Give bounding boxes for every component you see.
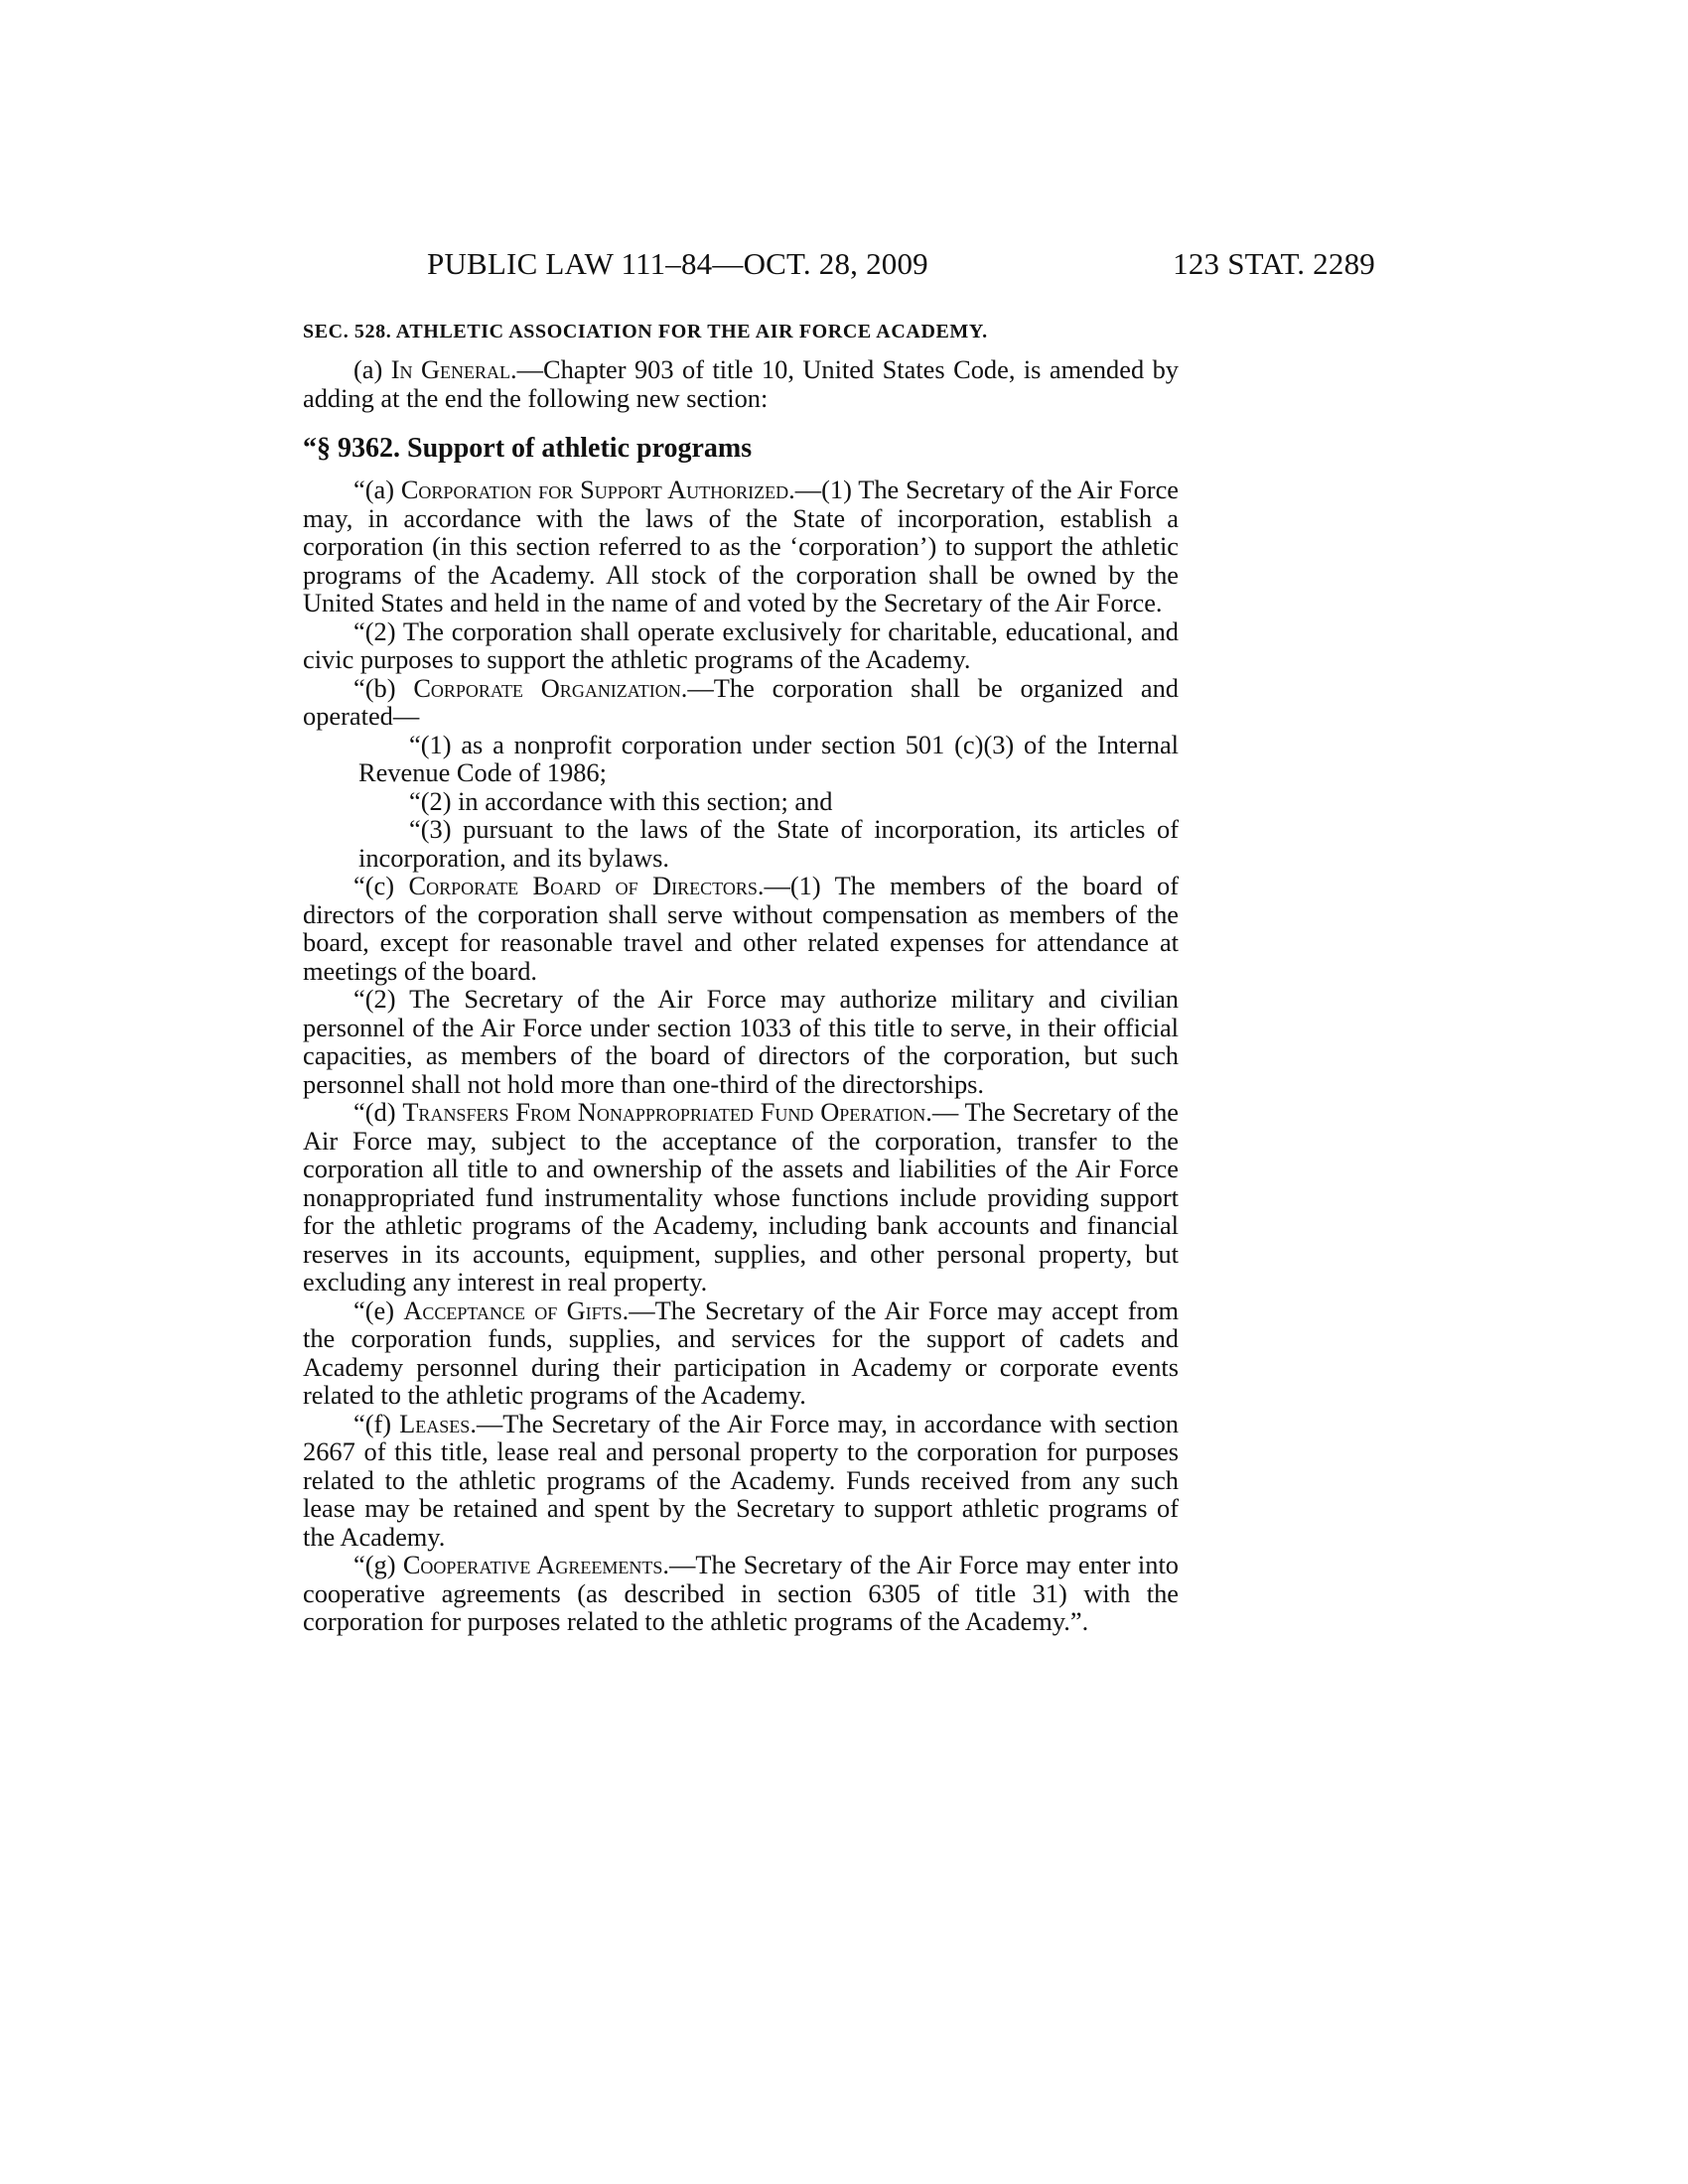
subsection-text: .— The Secretary of the Air Force may, subject to the acceptance of the corporation, transfer to the corporation all title to and ownership of the assets and liabilities of the Air Force nonappropriated fund instrumentality whose functions include providing support for the athletic programs of the Academy, including bank accounts and financial reserves in its accounts, equipment, supplies, and other personal property, but excluding any interest in real property.: [303, 1097, 1179, 1297]
subsection-text: .—(1) The Secretary of the Air Force may, in accordance with the laws of the State of incorporation, establish a corporation (in this section referred to as the ‘corporation’) to support the athletic programs of the Academy. All stock of the corporation shall be owned by the United States and held in the name of and voted by the Secretary of the Air Force.: [303, 475, 1179, 617]
subsection-caption: Acceptance of Gifts: [403, 1295, 623, 1325]
subsection-label: “(b): [353, 672, 414, 703]
document-body: [303, 318, 1179, 1636]
subsection-label: “(d): [353, 1097, 403, 1127]
subsection-caption: Corporate Organization: [413, 672, 681, 703]
subsection-caption: Corporation for Support Authorized: [400, 475, 789, 504]
subsection-caption: Cooperative Agreements: [402, 1550, 663, 1579]
subsection-text: .—Chapter 903 of title 10, United States Code, is amended by adding at the end the following new section:: [303, 354, 1179, 413]
subsection-label: “(g): [353, 1550, 403, 1579]
subsection-label: “(a): [353, 475, 401, 504]
paragraph-e: [303, 1297, 1179, 1410]
subsection-text: .—(1) The members of the board of directors of the corporation shall serve without compensation as members of the board, except for reasonable travel and other related expenses for attendance at meetings of the board.: [303, 871, 1179, 986]
running-header: [303, 246, 1375, 290]
subsection-caption: Leases: [399, 1408, 471, 1438]
subsection-caption: Corporate Board of Directors: [408, 871, 758, 900]
paragraph-f: [303, 1410, 1179, 1552]
paragraph-b: [303, 674, 1179, 731]
subsection-text: .—The corporation shall be organized and operated—: [303, 672, 1179, 731]
paragraph-g: [303, 1551, 1179, 1636]
subsection-label: “(e): [353, 1295, 404, 1325]
paragraph-a-1: [303, 476, 1179, 617]
paragraph-c-1: [303, 872, 1179, 985]
running-title: PUBLIC LAW 111–84—OCT. 28, 2009: [427, 246, 928, 281]
subsection-text: .—The Secretary of the Air Force may, in accordance with section 2667 of this title, lease real and personal property to the corporation for purposes related to the athletic programs of the Academy. Funds received from any such lease may be retained and spent by the Secretary to support athletic programs of the Academy.: [303, 1408, 1179, 1552]
paragraph-a-2: “(2) The corporation shall operate exclusively for charitable, educational, and civic purposes to support the athletic programs of the Academy.: [303, 615, 1179, 674]
paragraph-b-3: “(3) pursuant to the laws of the State of incorporation, its articles of incorporation, and its bylaws.: [358, 814, 1179, 873]
statute-page-number: 123 STAT. 2289: [1173, 246, 1375, 281]
subsection-label: (a): [353, 354, 391, 384]
subsection-label: “(f): [353, 1408, 400, 1438]
subsection-label: “(c): [353, 871, 409, 900]
paragraph-b-1: “(1) as a nonprofit corporation under section 501 (c)(3) of the Internal Revenue Code of 1986;: [358, 729, 1179, 787]
section-heading: SEC. 528. ATHLETIC ASSOCIATION FOR THE AIR FORCE ACADEMY.: [303, 321, 988, 342]
subsection-caption: Transfers From Nonappropriated Fund Operation: [402, 1097, 926, 1127]
subsection-a-general: [303, 355, 1179, 412]
subsection-text: .—The Secretary of the Air Force may accept from the corporation funds, supplies, and services for the support of cadets and Academy personnel during their participation in Academy or corporate events related to the athletic programs of the Academy.: [303, 1295, 1179, 1410]
subsection-caption: In General: [390, 354, 511, 384]
subsection-text: .—The Secretary of the Air Force may enter into cooperative agreements (as described in section 6305 of title 31) with the corporation for purposes related to the athletic programs of the Academy.”.: [303, 1550, 1179, 1636]
paragraph-b-2: “(2) in accordance with this section; and: [409, 785, 833, 816]
paragraph-d: [303, 1098, 1179, 1297]
paragraph-c-2: “(2) The Secretary of the Air Force may authorize military and civilian personnel of the Air Force under section 1033 of this title to serve, in their official capacities, as members of the board of directors of the corporation, but such personnel shall not hold more than one-third of the directorships.: [303, 984, 1179, 1099]
new-section-title: “§ 9362. Support of athletic programs: [303, 433, 753, 464]
